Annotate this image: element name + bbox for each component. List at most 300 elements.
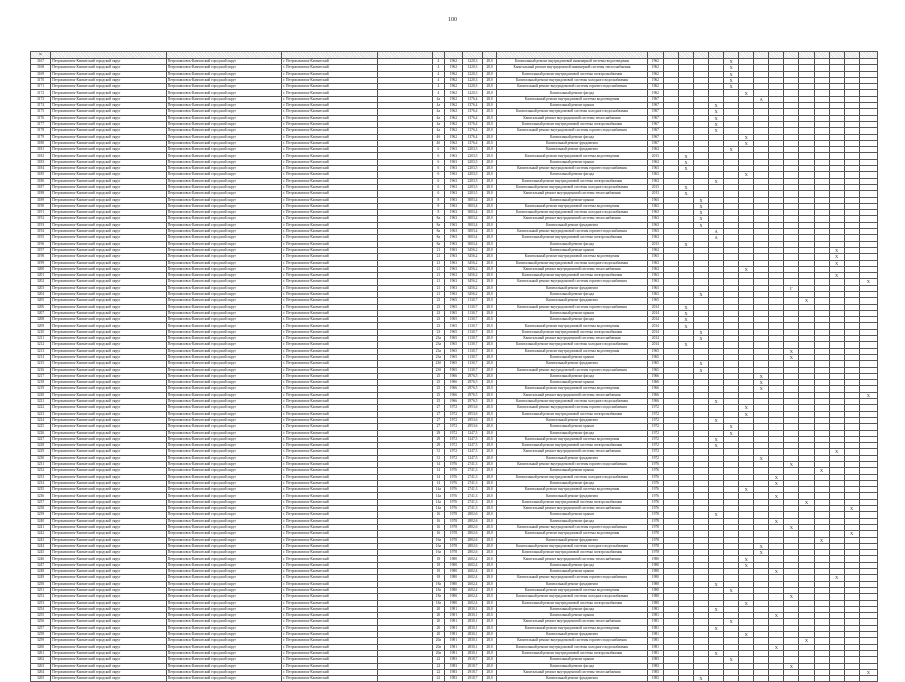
area-cell: 1130,7 <box>462 367 482 373</box>
period-cell: X <box>769 474 784 480</box>
plan-year-cell: 1965 <box>647 367 663 373</box>
period-cell: X <box>829 273 844 279</box>
district-cell: Петропавловск-Камчатский городской округ <box>51 128 167 134</box>
year-cell: 1965 <box>444 348 462 354</box>
plan-year-cell: 1980 <box>647 600 663 606</box>
cost-cell: 28,0 <box>483 392 497 398</box>
house-cell: 6 <box>432 172 444 178</box>
year-cell: 1966 <box>444 386 462 392</box>
plan-year-cell: 1962 <box>647 84 663 90</box>
house-cell: 22 <box>432 663 444 669</box>
id-cell: 3221 <box>31 399 51 405</box>
id-cell: 3174 <box>31 103 51 109</box>
district-cell: Петропавловск-Камчатский городской округ <box>51 543 167 549</box>
year-cell: 1976 <box>444 506 462 512</box>
work-type-cell: Капитальный ремонт крыши <box>497 657 648 663</box>
year-cell: 1976 <box>444 487 462 493</box>
plan-year-cell: 2014 <box>647 336 663 342</box>
year-cell: 1965 <box>444 342 462 348</box>
municipality-cell: Петропавловск-Камчатский городской округ <box>166 455 282 461</box>
period-cell: X <box>678 323 693 329</box>
plan-year-cell: 1962 <box>647 71 663 77</box>
city-cell: г. Петропавловск-Камчатский <box>282 424 377 430</box>
work-type-cell: Капитальный ремонт крыши <box>497 103 648 109</box>
cost-cell: 28,0 <box>483 121 497 127</box>
cost-cell: 28,0 <box>483 184 497 190</box>
city-cell: г. Петропавловск-Камчатский <box>282 462 377 468</box>
house-cell: 14 <box>432 480 444 486</box>
city-cell: г. Петропавловск-Камчатский <box>282 524 377 530</box>
id-cell: 3187 <box>31 184 51 190</box>
work-type-cell: Капитальный ремонт фундамента <box>497 537 648 543</box>
house-cell: 27 <box>432 411 444 417</box>
work-type-cell: Капитальный ремонт крыши <box>497 247 648 253</box>
area-cell: 1220,3 <box>462 65 482 71</box>
city-cell: г. Петропавловск-Камчатский <box>282 342 377 348</box>
city-cell: г. Петропавловск-Камчатский <box>282 499 377 505</box>
year-cell: 1981 <box>444 638 462 644</box>
house-cell: 25 <box>432 399 444 405</box>
area-cell: 2802,6 <box>462 518 482 524</box>
year-cell: 1976 <box>444 462 462 468</box>
period-cell: X <box>678 184 693 190</box>
district-cell: Петропавловск-Камчатский городской округ <box>51 512 167 518</box>
work-type-cell: Капитальный ремонт внутридомовой системы холодного водоснабжения <box>497 109 648 115</box>
cost-cell: 28,0 <box>483 304 497 310</box>
municipality-cell: Петропавловск-Камчатский городской округ <box>166 594 282 600</box>
year-cell: 1965 <box>444 361 462 367</box>
period-cell: X <box>784 348 799 354</box>
house-cell: 23а <box>432 354 444 360</box>
work-type-cell: Капитальный ремонт внутридомовой системы горячего водоснабжения <box>497 462 648 468</box>
municipality-cell: Петропавловск-Камчатский городской округ <box>166 506 282 512</box>
area-cell: 2918,7 <box>462 663 482 669</box>
district-cell: Петропавловск-Камчатский городской округ <box>51 254 167 260</box>
period-cell: X <box>829 254 844 260</box>
area-cell: 1130,7 <box>462 304 482 310</box>
id-cell: 3263 <box>31 663 51 669</box>
plan-year-cell: 1976 <box>647 468 663 474</box>
district-cell: Петропавловск-Камчатский городской округ <box>51 587 167 593</box>
house-cell: 29 <box>432 443 444 449</box>
work-type-cell: Капитальный ремонт фасада <box>497 134 648 140</box>
city-cell: г. Петропавловск-Камчатский <box>282 455 377 461</box>
municipality-cell: Петропавловск-Камчатский городской округ <box>166 669 282 675</box>
cost-cell: 28,0 <box>483 455 497 461</box>
city-cell: г. Петропавловск-Камчатский <box>282 512 377 518</box>
house-cell: 16 <box>432 512 444 518</box>
period-cell: X <box>769 644 784 650</box>
district-cell: Петропавловск-Камчатский городской округ <box>51 178 167 184</box>
period-cell: X <box>829 575 844 581</box>
house-cell: 8 <box>432 203 444 209</box>
area-cell: 2602,4 <box>462 581 482 587</box>
work-type-cell: Капитальный ремонт крыши <box>497 159 648 165</box>
district-cell: Петропавловск-Камчатский городской округ <box>51 506 167 512</box>
city-cell: г. Петропавловск-Камчатский <box>282 569 377 575</box>
area-cell: 1376,4 <box>462 109 482 115</box>
work-type-cell: Капитальный ремонт внутридомовой системы электроснабжения <box>497 71 648 77</box>
id-cell: 3167 <box>31 59 51 65</box>
year-cell: 1978 <box>444 550 462 556</box>
plan-year-cell: 1962 <box>647 77 663 83</box>
id-cell: 3260 <box>31 644 51 650</box>
cost-cell: 28,0 <box>483 663 497 669</box>
cost-cell: 28,0 <box>483 537 497 543</box>
cost-cell: 28,0 <box>483 222 497 228</box>
house-cell: 23 <box>432 298 444 304</box>
house-cell: 4 <box>432 71 444 77</box>
id-cell: 3185 <box>31 172 51 178</box>
period-cell: X <box>678 304 693 310</box>
area-cell: 2602,4 <box>462 569 482 575</box>
city-cell: г. Петропавловск-Камчатский <box>282 203 377 209</box>
area-cell: 1220,3 <box>462 77 482 83</box>
cost-cell: 28,0 <box>483 487 497 493</box>
period-cell: X <box>784 594 799 600</box>
district-cell: Петропавловск-Камчатский городской округ <box>51 474 167 480</box>
municipality-cell: Петропавловск-Камчатский городской округ <box>166 216 282 222</box>
district-cell: Петропавловск-Камчатский городской округ <box>51 59 167 65</box>
house-cell: 14а <box>432 499 444 505</box>
header-cell: № <box>31 52 51 59</box>
cost-cell: 28,0 <box>483 524 497 530</box>
period-cell: X <box>754 543 769 549</box>
header-row <box>31 52 878 59</box>
district-cell: Петропавловск-Камчатский городской округ <box>51 594 167 600</box>
municipality-cell: Петропавловск-Камчатский городской округ <box>166 625 282 631</box>
id-cell: 3180 <box>31 140 51 146</box>
municipality-cell: Петропавловск-Камчатский городской округ <box>166 443 282 449</box>
cost-cell: 28,0 <box>483 266 497 272</box>
header-cell <box>282 52 377 59</box>
city-cell: г. Петропавловск-Камчатский <box>282 480 377 486</box>
work-type-cell: Капитальный ремонт внутридомовой системы холодного водоснабжения <box>497 210 648 216</box>
id-cell: 3254 <box>31 606 51 612</box>
district-cell: Петропавловск-Камчатский городской округ <box>51 90 167 96</box>
period-cell: X <box>769 480 784 486</box>
header-cell <box>754 52 769 59</box>
municipality-cell: Петропавловск-Камчатский городской округ <box>166 203 282 209</box>
id-cell: 3253 <box>31 600 51 606</box>
work-type-cell: Капитальный ремонт фундамента <box>497 285 648 291</box>
cost-cell: 28,0 <box>483 90 497 96</box>
plan-year-cell: 1963 <box>647 273 663 279</box>
district-cell: Петропавловск-Камчатский городской округ <box>51 600 167 606</box>
area-cell: 1220,3 <box>462 84 482 90</box>
city-cell: г. Петропавловск-Камчатский <box>282 121 377 127</box>
id-cell: 3216 <box>31 367 51 373</box>
house-cell: 21 <box>432 279 444 285</box>
work-type-cell: Капитальный ремонт внутридомовой системы горячего водоснабжения <box>497 304 648 310</box>
area-cell: 1376,4 <box>462 96 482 102</box>
district-cell: Петропавловск-Камчатский городской округ <box>51 247 167 253</box>
house-cell: 31 <box>432 449 444 455</box>
city-cell: г. Петропавловск-Камчатский <box>282 474 377 480</box>
plan-year-cell: 1967 <box>647 134 663 140</box>
area-cell: 3003,4 <box>462 241 482 247</box>
id-cell: 3219 <box>31 386 51 392</box>
period-cell <box>709 676 724 682</box>
period-cell: X <box>694 197 709 203</box>
city-cell: г. Петропавловск-Камчатский <box>282 304 377 310</box>
municipality-cell: Петропавловск-Камчатский городской округ <box>166 550 282 556</box>
plan-year-cell: 1972 <box>647 449 663 455</box>
period-cell: X <box>739 600 754 606</box>
area-cell: 2802,6 <box>462 543 482 549</box>
id-cell: 3191 <box>31 210 51 216</box>
area-cell: 2830,1 <box>462 625 482 631</box>
year-cell: 1963 <box>444 197 462 203</box>
house-cell: 21 <box>432 254 444 260</box>
area-cell: 1130,7 <box>462 336 482 342</box>
city-cell: г. Петропавловск-Камчатский <box>282 436 377 442</box>
district-cell: Петропавловск-Камчатский городской округ <box>51 562 167 568</box>
work-type-cell: Капитальный ремонт крыши <box>497 468 648 474</box>
cost-cell: 28,0 <box>483 556 497 562</box>
area-cell: 1247,5 <box>462 430 482 436</box>
area-cell: 3003,4 <box>462 235 482 241</box>
cost-cell: 28,0 <box>483 191 497 197</box>
district-cell: Петропавловск-Камчатский городской округ <box>51 613 167 619</box>
area-cell: 2953,6 <box>462 417 482 423</box>
work-type-cell: Капитальный ремонт внутридомовой системы горячего водоснабжения <box>497 524 648 530</box>
period-cell: X <box>724 147 739 153</box>
plan-year-cell: 1963 <box>647 197 663 203</box>
year-cell: 1963 <box>444 279 462 285</box>
city-cell: г. Петропавловск-Камчатский <box>282 210 377 216</box>
work-type-cell: Капитальный ремонт крыши <box>497 613 648 619</box>
district-cell: Петропавловск-Камчатский городской округ <box>51 260 167 266</box>
cost-cell: 28,0 <box>483 506 497 512</box>
year-cell: 1978 <box>444 518 462 524</box>
id-cell: 3186 <box>31 178 51 184</box>
municipality-cell: Петропавловск-Камчатский городской округ <box>166 405 282 411</box>
cost-cell: 28,0 <box>483 247 497 253</box>
plan-year-cell: 1967 <box>647 121 663 127</box>
id-cell: 3247 <box>31 562 51 568</box>
district-cell: Петропавловск-Камчатский городской округ <box>51 304 167 310</box>
work-type-cell: Капитальный ремонт фундамента <box>497 632 648 638</box>
id-cell: 3213 <box>31 348 51 354</box>
cost-cell: 28,0 <box>483 147 497 153</box>
area-cell: 2830,1 <box>462 619 482 625</box>
city-cell: г. Петропавловск-Камчатский <box>282 336 377 342</box>
house-cell: 16 <box>432 531 444 537</box>
city-cell: г. Петропавловск-Камчатский <box>282 638 377 644</box>
period-cell: X <box>739 487 754 493</box>
city-cell: г. Петропавловск-Камчатский <box>282 109 377 115</box>
id-cell: 3190 <box>31 203 51 209</box>
plan-year-cell: 1972 <box>647 417 663 423</box>
city-cell: г. Петропавловск-Камчатский <box>282 134 377 140</box>
period-cell: Х <box>709 417 724 423</box>
plan-year-cell: 1981 <box>647 644 663 650</box>
period-cell: X <box>739 632 754 638</box>
year-cell: 1976 <box>444 480 462 486</box>
year-cell: 1980 <box>444 600 462 606</box>
area-cell: 3456,2 <box>462 285 482 291</box>
work-type-cell: Капитальный ремонт фундамента <box>497 361 648 367</box>
header-cell <box>799 52 814 59</box>
work-type-cell: Капитальный ремонт внутридомовой системы водоотведения <box>497 153 648 159</box>
work-type-cell: Капитальный ремонт фундамента <box>497 147 648 153</box>
year-cell: 1963 <box>444 254 462 260</box>
house-cell: 16а <box>432 543 444 549</box>
plan-year-cell: 1972 <box>647 411 663 417</box>
work-type-cell: Капитальный ремонт фундамента <box>497 222 648 228</box>
work-type-cell: Капитальный ремонт внутридомовой системы водоотведения <box>497 625 648 631</box>
id-cell: 3226 <box>31 430 51 436</box>
plan-year-cell: 1972 <box>647 424 663 430</box>
house-cell: 4б <box>432 140 444 146</box>
district-cell: Петропавловск-Камчатский городской округ <box>51 487 167 493</box>
district-cell: Петропавловск-Камчатский городской округ <box>51 581 167 587</box>
year-cell: 1965 <box>444 367 462 373</box>
id-cell: 3192 <box>31 216 51 222</box>
district-cell: Петропавловск-Камчатский городской округ <box>51 663 167 669</box>
plan-year-cell: 1976 <box>647 474 663 480</box>
plan-year-cell: 1967 <box>647 128 663 134</box>
year-cell: 1980 <box>444 587 462 593</box>
year-cell: 1965 <box>444 310 462 316</box>
work-type-cell: Капитальный ремонт фасада <box>497 172 648 178</box>
id-cell: 3231 <box>31 462 51 468</box>
municipality-cell: Петропавловск-Камчатский городской округ <box>166 373 282 379</box>
city-cell: г. Петропавловск-Камчатский <box>282 600 377 606</box>
year-cell: 1963 <box>444 153 462 159</box>
house-cell: 31 <box>432 455 444 461</box>
area-cell: 1130,7 <box>462 354 482 360</box>
cost-cell: 28,0 <box>483 613 497 619</box>
municipality-cell: Петропавловск-Камчатский городской округ <box>166 96 282 102</box>
house-cell: 16 <box>432 524 444 530</box>
house-cell: 8а <box>432 216 444 222</box>
period-cell: X <box>724 65 739 71</box>
cost-cell: 28,0 <box>483 669 497 675</box>
work-type-cell: Капитальный ремонт внутридомовой системы холодного водоснабжения <box>497 543 648 549</box>
year-cell: 1962 <box>444 121 462 127</box>
period-cell: X <box>724 84 739 90</box>
period-cell: X <box>678 153 693 159</box>
period-cell: X <box>678 342 693 348</box>
district-cell: Петропавловск-Камчатский городской округ <box>51 241 167 247</box>
work-type-cell: Капитальный ремонт внутридомовой системы водоотведения <box>497 531 648 537</box>
municipality-cell: Петропавловск-Камчатский городской округ <box>166 291 282 297</box>
house-cell: 8а <box>432 222 444 228</box>
district-cell: Петропавловск-Камчатский городской округ <box>51 575 167 581</box>
district-cell: Петропавловск-Камчатский городской округ <box>51 222 167 228</box>
work-type-cell: Капитальный ремонт фасада <box>497 241 648 247</box>
period-cell: Г <box>784 285 799 291</box>
house-cell: 4а <box>432 115 444 121</box>
municipality-cell: Петропавловск-Камчатский городской округ <box>166 191 282 197</box>
work-type-cell: Капитальный ремонт внутридомовой системы холодного водоснабжения <box>497 260 648 266</box>
municipality-cell: Петропавловск-Камчатский городской округ <box>166 65 282 71</box>
header-cell <box>678 52 693 59</box>
plan-year-cell: 1966 <box>647 373 663 379</box>
period-cell: X <box>784 354 799 360</box>
municipality-cell: Петропавловск-Камчатский городской округ <box>166 273 282 279</box>
work-type-cell: Капитальный ремонт внутридомовой системы холодного водоснабжения <box>497 474 648 480</box>
id-cell: 3238 <box>31 506 51 512</box>
cost-cell: 28,0 <box>483 77 497 83</box>
year-cell: 1978 <box>444 543 462 549</box>
period-cell: X <box>694 676 709 682</box>
id-cell: 3224 <box>31 417 51 423</box>
header-cell <box>497 52 648 59</box>
period-cell: X <box>709 581 724 587</box>
municipality-cell: Петропавловск-Камчатский городской округ <box>166 424 282 430</box>
work-type-cell: Капитальный ремонт крыши <box>497 310 648 316</box>
house-cell: 4б <box>432 134 444 140</box>
work-type-cell: Капитальный ремонт внутридомовой системы горячего водоснабжения <box>497 128 648 134</box>
city-cell: г. Петропавловск-Камчатский <box>282 115 377 121</box>
period-cell: X <box>754 380 769 386</box>
year-cell: 1972 <box>444 449 462 455</box>
year-cell: 1963 <box>444 241 462 247</box>
plan-year-cell: 1978 <box>647 524 663 530</box>
work-type-cell: Капитальный ремонт внутридомовой системы электроснабжения <box>497 443 648 449</box>
period-cell: X <box>724 59 739 65</box>
house-cell: 23б <box>432 367 444 373</box>
id-cell: 3241 <box>31 524 51 530</box>
municipality-cell: Петропавловск-Камчатский городской округ <box>166 480 282 486</box>
house-cell: 4 <box>432 77 444 83</box>
period-cell: X <box>859 392 877 398</box>
district-cell: Петропавловск-Камчатский городской округ <box>51 191 167 197</box>
city-cell: г. Петропавловск-Камчатский <box>282 632 377 638</box>
area-cell: 1130,7 <box>462 298 482 304</box>
work-type-cell: Капитальный ремонт крыши <box>497 569 648 575</box>
id-cell: 3232 <box>31 468 51 474</box>
municipality-cell: Петропавловск-Камчатский городской округ <box>166 109 282 115</box>
city-cell: г. Петропавловск-Камчатский <box>282 291 377 297</box>
work-type-cell: Капитальный ремонт фундамента <box>497 493 648 499</box>
register-table <box>30 51 878 682</box>
district-cell: Петропавловск-Камчатский городской округ <box>51 147 167 153</box>
district-cell: Петропавловск-Камчатский городской округ <box>51 310 167 316</box>
area-cell: 2741,3 <box>462 499 482 505</box>
house-cell: 16а <box>432 537 444 543</box>
period-cell <box>814 676 829 682</box>
area-cell: 2802,6 <box>462 524 482 530</box>
cost-cell: 28,0 <box>483 348 497 354</box>
municipality-cell: Петропавловск-Камчатский городской округ <box>166 562 282 568</box>
plan-year-cell: 1978 <box>647 512 663 518</box>
city-cell: г. Петропавловск-Камчатский <box>282 184 377 190</box>
period-cell: X <box>814 537 829 543</box>
work-type-cell: Капитальный ремонт внутридомовой системы холодного водоснабжения <box>497 399 648 405</box>
house-cell: 6 <box>432 153 444 159</box>
cost-cell: 28,0 <box>483 103 497 109</box>
house-cell: 21 <box>432 285 444 291</box>
municipality-cell: Петропавловск-Камчатский городской округ <box>166 449 282 455</box>
area-cell: 2976,5 <box>462 373 482 379</box>
municipality-cell: Петропавловск-Камчатский городской округ <box>166 235 282 241</box>
header-cell <box>859 52 877 59</box>
district-cell: Петропавловск-Камчатский городской округ <box>51 399 167 405</box>
period-cell: X <box>739 556 754 562</box>
cost-cell: 28,0 <box>483 241 497 247</box>
area-cell: 1130,7 <box>462 323 482 329</box>
id-cell: 3181 <box>31 147 51 153</box>
id-cell: 3175 <box>31 109 51 115</box>
work-type-cell: Капитальный ремонт внутридомовой системы электроснабжения <box>497 600 648 606</box>
year-cell: 1963 <box>444 159 462 165</box>
id-cell: 3212 <box>31 342 51 348</box>
area-cell: 2602,4 <box>462 587 482 593</box>
